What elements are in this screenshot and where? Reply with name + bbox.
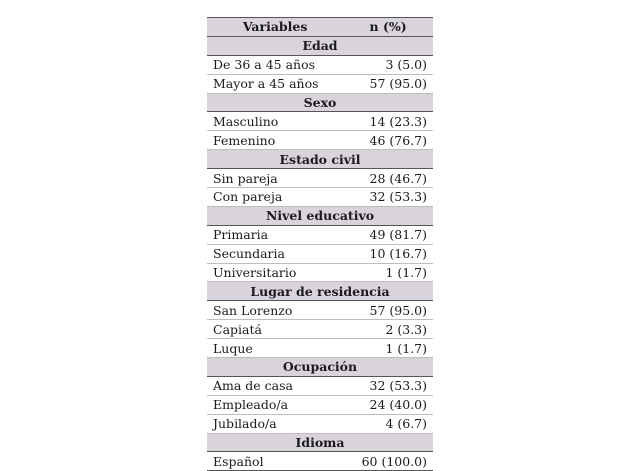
variable-cell: Mayor a 45 años <box>207 74 343 93</box>
value-cell: 32 (53.3) <box>343 376 433 395</box>
table-row <box>207 339 433 358</box>
table-row <box>207 74 433 93</box>
variable-cell: De 36 a 45 años <box>207 55 343 74</box>
value-cell: 4 (6.7) <box>343 414 433 433</box>
variable-cell: Español <box>207 452 343 471</box>
value-cell: 32 (53.3) <box>343 188 433 207</box>
table-body <box>207 18 433 471</box>
section-header-row <box>207 36 433 55</box>
table-row <box>207 301 433 320</box>
table-row <box>207 131 433 150</box>
value-cell: 1 (1.7) <box>343 263 433 282</box>
table-row <box>207 376 433 395</box>
variable-cell: Universitario <box>207 263 343 282</box>
section-title: Nivel educativo <box>207 206 433 225</box>
table-row <box>207 414 433 433</box>
column-header-n-percent: n (%) <box>343 18 433 37</box>
value-cell: 60 (100.0) <box>343 452 433 471</box>
table-header-row <box>207 18 433 37</box>
variable-cell: San Lorenzo <box>207 301 343 320</box>
variable-cell: Ama de casa <box>207 376 343 395</box>
table-row <box>207 395 433 414</box>
section-title: Lugar de residencia <box>207 282 433 301</box>
table-row <box>207 55 433 74</box>
value-cell: 10 (16.7) <box>343 244 433 263</box>
table-row <box>207 225 433 244</box>
section-title: Sexo <box>207 93 433 112</box>
variable-cell: Masculino <box>207 112 343 131</box>
section-title: Ocupación <box>207 358 433 377</box>
variable-cell: Sin pareja <box>207 169 343 188</box>
section-header-row <box>207 93 433 112</box>
value-cell: 2 (3.3) <box>343 320 433 339</box>
variable-cell: Secundaria <box>207 244 343 263</box>
section-title: Estado civil <box>207 150 433 169</box>
variable-cell: Jubilado/a <box>207 414 343 433</box>
value-cell: 57 (95.0) <box>343 74 433 93</box>
section-header-row <box>207 433 433 452</box>
section-header-row <box>207 358 433 377</box>
value-cell: 14 (23.3) <box>343 112 433 131</box>
section-header-row <box>207 150 433 169</box>
section-title: Edad <box>207 36 433 55</box>
value-cell: 3 (5.0) <box>343 55 433 74</box>
variable-cell: Capiatá <box>207 320 343 339</box>
value-cell: 57 (95.0) <box>343 301 433 320</box>
table-row <box>207 263 433 282</box>
demographics-table <box>207 17 433 471</box>
variable-cell: Empleado/a <box>207 395 343 414</box>
variable-cell: Femenino <box>207 131 343 150</box>
variable-cell: Primaria <box>207 225 343 244</box>
section-header-row <box>207 206 433 225</box>
value-cell: 28 (46.7) <box>343 169 433 188</box>
variable-cell: Con pareja <box>207 188 343 207</box>
column-header-variables: Variables <box>207 18 343 37</box>
value-cell: 24 (40.0) <box>343 395 433 414</box>
table-row <box>207 244 433 263</box>
table-row <box>207 169 433 188</box>
table-row <box>207 452 433 471</box>
table-row <box>207 188 433 207</box>
variable-cell: Luque <box>207 339 343 358</box>
table-row <box>207 320 433 339</box>
table-row <box>207 112 433 131</box>
section-title: Idioma <box>207 433 433 452</box>
value-cell: 46 (76.7) <box>343 131 433 150</box>
value-cell: 1 (1.7) <box>343 339 433 358</box>
value-cell: 49 (81.7) <box>343 225 433 244</box>
section-header-row <box>207 282 433 301</box>
